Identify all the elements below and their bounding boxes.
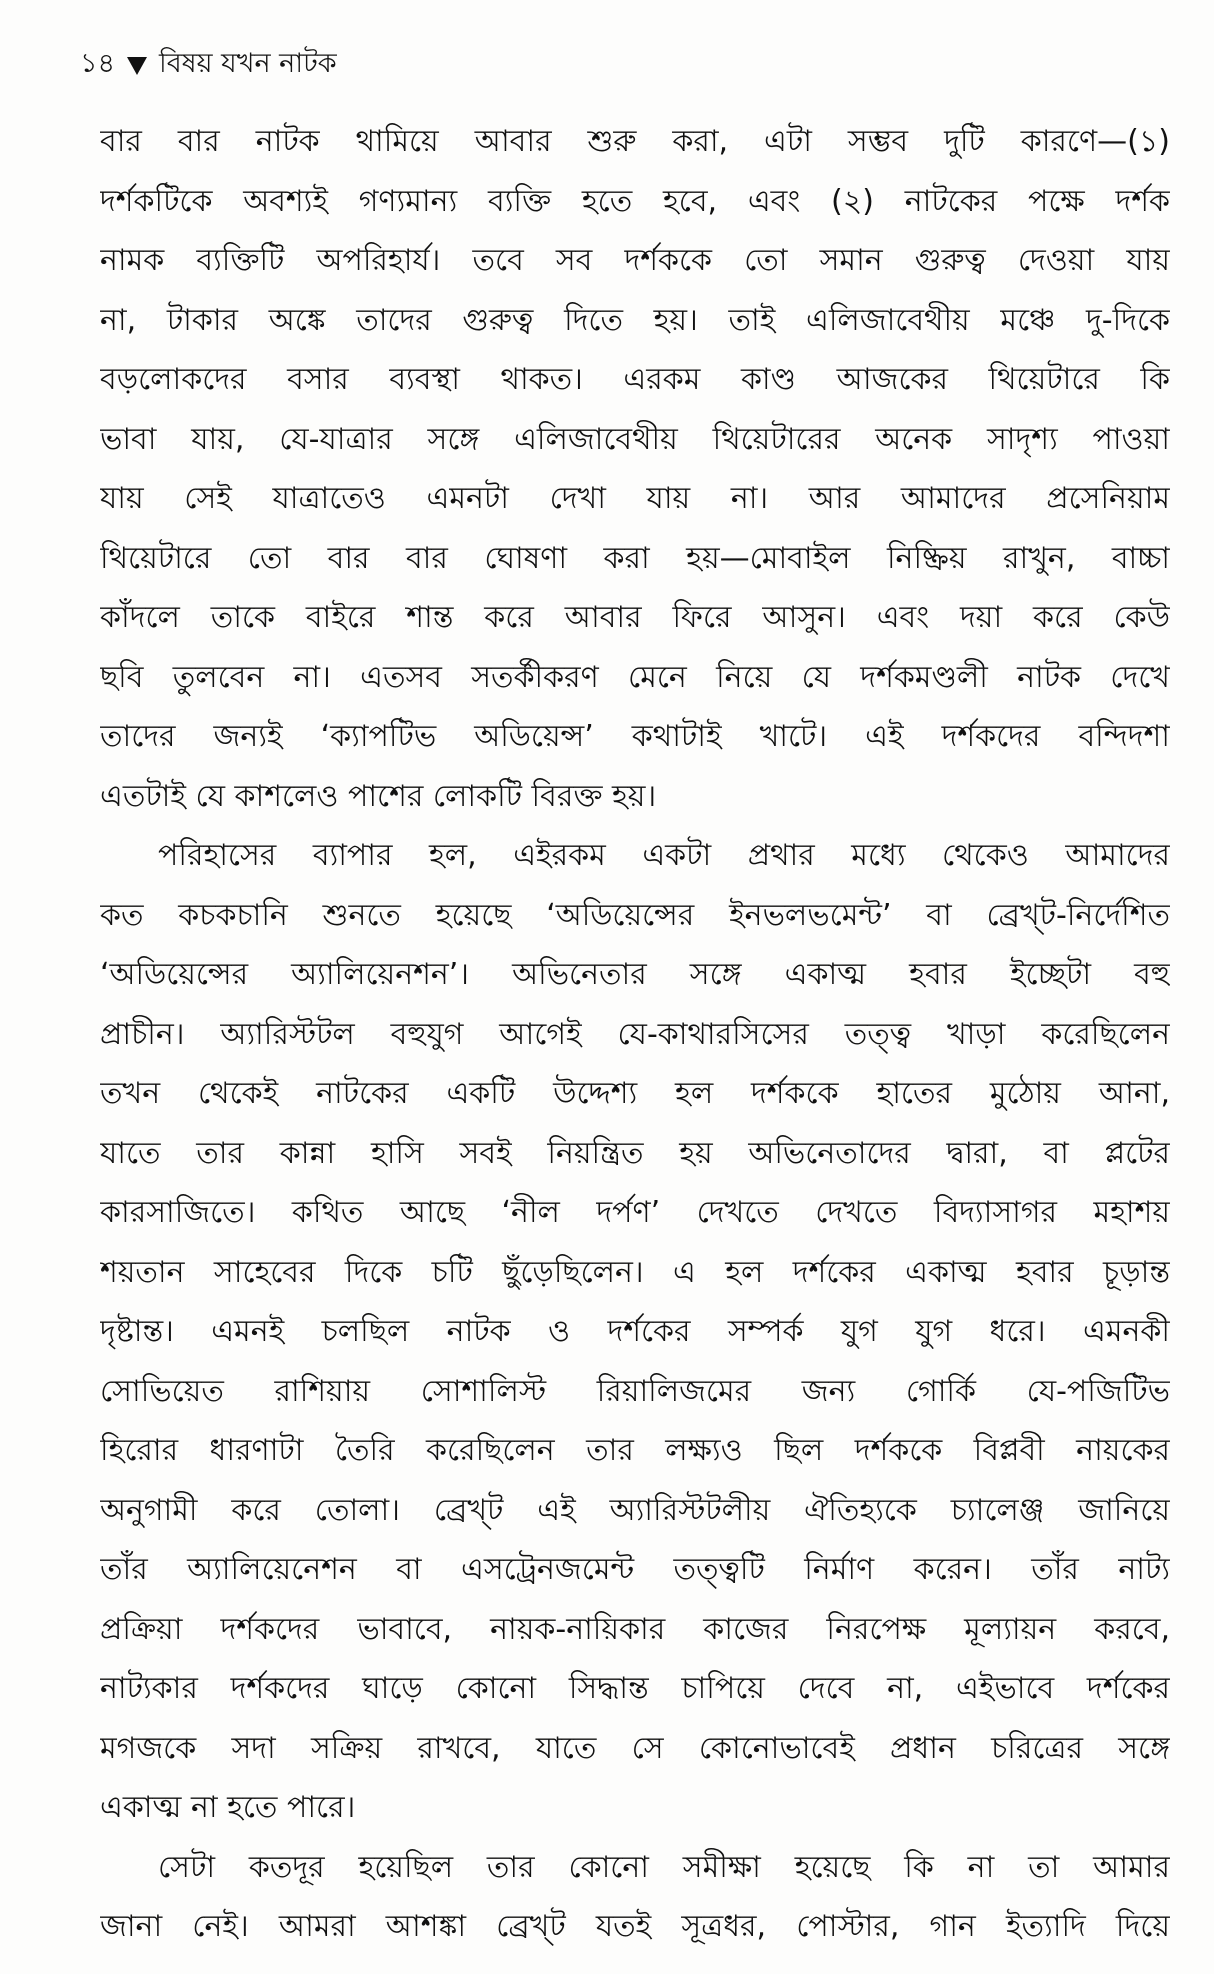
text-line: দৃষ্টান্ত। এমনই চলছিল নাটক ও দর্শকের সম্পর্ক যুগ যুগ ধরে। এমনকী	[100, 1314, 1170, 1349]
text-line: হিরোর ধারণাটা তৈরি করেছিলেন তার লক্ষ্যও ছিল দর্শককে বিপ্লবী নায়কের	[100, 1433, 1170, 1468]
text-line: না, টাকার অঙ্কে তাদের গুরুত্ব দিতে হয়। তাই এলিজাবেথীয় মঞ্চে দু-দিকে	[100, 302, 1170, 338]
text-line: অনুগামী করে তোলা। ব্রেখ্ট এই অ্যারিস্টটলীয় ঐতিহ্যকে চ্যালেঞ্জ জানিয়ে	[100, 1492, 1170, 1528]
text-line: মগজকে সদা সক্রিয় রাখবে, যাতে সে কোনোভাবেই প্রধান চরিত্রের সঙ্গে	[100, 1730, 1170, 1766]
text-line: তখন থেকেই নাটকের একটি উদ্দেশ্য হল দর্শককে হাতের মুঠোয় আনা,	[100, 1076, 1170, 1111]
text-line: থিয়েটারে তো বার বার ঘোষণা করা হয়—মোবাইল নিষ্ক্রিয় রাখুন, বাচ্চা	[100, 540, 1170, 576]
text-line: সেটা কতদূর হয়েছিল তার কোনো সমীক্ষা হয়েছে কি না তা আমার	[158, 1849, 1170, 1885]
text-line: তাদের জন্যই ‘ক্যাপটিভ অডিয়েন্স’ কথাটাই খাটে। এই দর্শকদের বন্দিদশা	[100, 719, 1170, 754]
text-line: জানা নেই। আমরা আশঙ্কা ব্রেখ্ট যতই সূত্রধর, পোস্টার, গান ইত্যাদি দিয়ে	[100, 1909, 1170, 1944]
text-line: বড়লোকদের বসার ব্যবস্থা থাকত। এরকম কাণ্ড আজকের থিয়েটারে কি	[100, 362, 1170, 397]
text-line: যায় সেই যাত্রাতেও এমনটা দেখা যায় না। আর আমাদের প্রসেনিয়াম	[100, 481, 1170, 516]
text-line: ছবি তুলবেন না। এতসব সতর্কীকরণ মেনে নিয়ে যে দর্শকমণ্ডলী নাটক দেখে	[100, 659, 1170, 695]
text-line: নাট্যকার দর্শকদের ঘাড়ে কোনো সিদ্ধান্ত চাপিয়ে দেবে না, এইভাবে দর্শকের	[100, 1671, 1170, 1706]
text-line: শয়তান সাহেবের দিকে চটি ছুঁড়েছিলেন। এ হল দর্শকের একাত্ম হবার চূড়ান্ত	[100, 1254, 1170, 1290]
text-line: বার বার নাটক থামিয়ে আবার শুরু করা, এটা সম্ভব দুটি কারণে—(১)	[100, 124, 1170, 159]
page-number: ১৪	[80, 48, 116, 79]
text-line: কত কচকচানি শুনতে হয়েছে ‘অডিয়েন্সের ইনভলভমেন্ট’ বা ব্রেখ্ট-নির্দেশিত	[100, 897, 1170, 933]
book-title: বিষয় যখন নাটক	[159, 48, 337, 79]
text-line: কাঁদলে তাকে বাইরে শান্ত করে আবার ফিরে আসুন। এবং দয়া করে কেউ	[100, 600, 1170, 635]
text-line: সোভিয়েত রাশিয়ায় সোশালিস্ট রিয়ালিজমের জন্য গোর্কি যে-পজিটিভ	[100, 1373, 1170, 1409]
text-line: কারসাজিতে। কথিত আছে ‘নীল দর্পণ’ দেখতে দেখতে বিদ্যাসাগর মহাশয়	[100, 1195, 1170, 1230]
text-line: পরিহাসের ব্যাপার হল, এইরকম একটা প্রথার মধ্যে থেকেও আমাদের	[158, 838, 1170, 873]
text-line: প্রাচীন। অ্যারিস্টটল বহুযুগ আগেই যে-কাথারসিসের তত্ত্ব খাড়া করেছিলেন	[100, 1016, 1170, 1052]
text-line: ‘অডিয়েন্সের অ্যালিয়েনশন’। অভিনেতার সঙ্গে একাত্ম হবার ইচ্ছেটা বহু	[100, 957, 1170, 992]
text-line: দর্শকটিকে অবশ্যই গণ্যমান্য ব্যক্তি হতে হবে, এবং (২) নাটকের পক্ষে দর্শক	[100, 183, 1170, 219]
text-line: ভাবা যায়, যে-যাত্রার সঙ্গে এলিজাবেথীয় থিয়েটারের অনেক সাদৃশ্য পাওয়া	[100, 421, 1170, 457]
text-line: যাতে তার কান্না হাসি সবই নিয়ন্ত্রিত হয় অভিনেতাদের দ্বারা, বা প্লটের	[100, 1135, 1170, 1171]
paragraph-3	[100, 1838, 1170, 1957]
running-header	[80, 44, 337, 84]
text-line: নামক ব্যক্তিটি অপরিহার্য। তবে সব দর্শককে তো সমান গুরুত্ব দেওয়া যায়	[100, 243, 1170, 278]
body-text	[100, 112, 1170, 1957]
triangle-down-icon	[127, 57, 147, 75]
text-line: এতটাই যে কাশলেও পাশের লোকটি বিরক্ত হয়।	[100, 778, 657, 814]
text-line: প্রক্রিয়া দর্শকদের ভাবাবে, নায়ক-নায়িকার কাজের নিরপেক্ষ মূল্যায়ন করবে,	[100, 1611, 1170, 1647]
paragraph-2	[100, 826, 1170, 1838]
text-line: তাঁর অ্যালিয়েনেশন বা এসট্রেনজমেন্ট তত্ত্বটি নির্মাণ করেন। তাঁর নাট্য	[100, 1552, 1170, 1587]
text-line: একাত্ম না হতে পারে।	[100, 1790, 356, 1825]
paragraph-1	[100, 112, 1170, 826]
